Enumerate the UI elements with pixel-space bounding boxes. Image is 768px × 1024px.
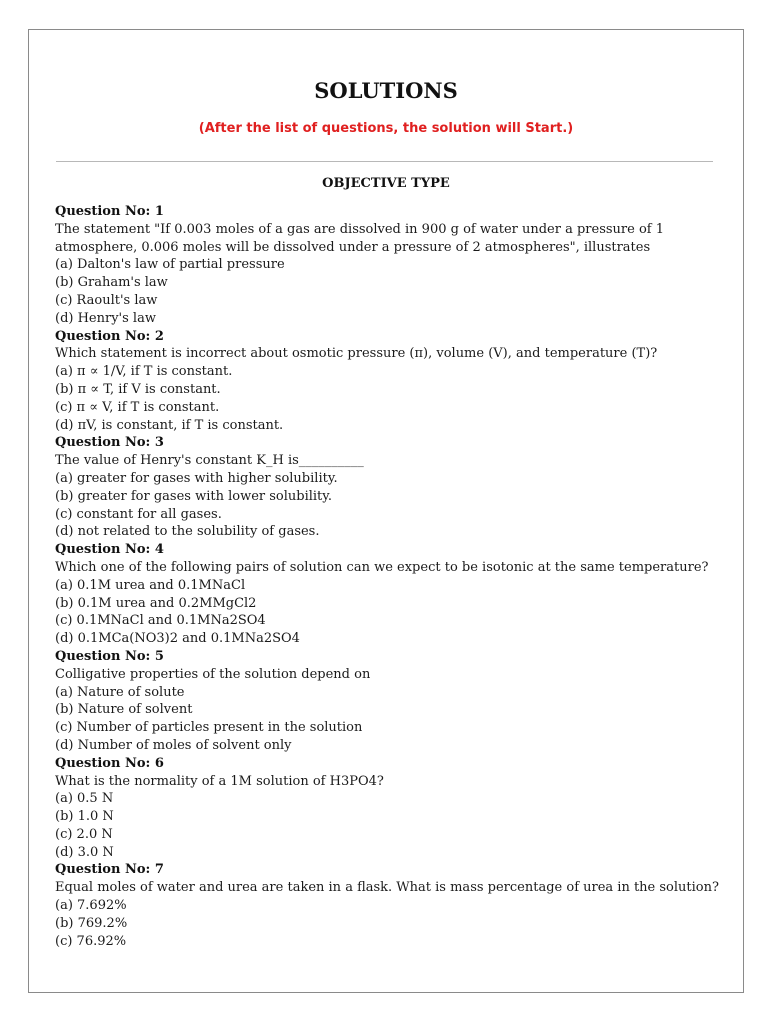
question-stem: Equal moles of water and urea are taken in a flask. What is mass percentage of urea in the solution? <box>55 880 719 896</box>
question-label: Question No: 5 <box>55 648 164 664</box>
question-label: Question No: 2 <box>55 328 164 344</box>
question-stem: Which statement is incorrect about osmotic pressure (π), volume (V), and temperature (T)? <box>55 346 658 362</box>
question-stem: Which one of the following pairs of solution can we expect to be isotonic at the same temperature? <box>55 559 709 575</box>
answer-option: (c) 76.92% <box>55 933 127 949</box>
answer-option: (d) 0.1MCa(NO3)2 and 0.1MNa2SO4 <box>55 631 300 647</box>
answer-option: (d) Henry's law <box>55 310 156 326</box>
question-label: Question No: 4 <box>55 542 164 558</box>
question-stem: atmosphere, 0.006 moles will be dissolved under a pressure of 2 atmospheres", illustrates <box>55 239 651 255</box>
question-stem: What is the normality of a 1M solution of H3PO4? <box>55 773 384 789</box>
answer-option: (b) π ∝ T, if V is constant. <box>55 381 221 397</box>
section-heading: OBJECTIVE TYPE <box>322 176 450 191</box>
question-label: Question No: 7 <box>55 862 164 878</box>
answer-option: (a) 0.1M urea and 0.1MNaCl <box>55 577 246 593</box>
page-subtitle: (After the list of questions, the solution will Start.) <box>198 121 574 136</box>
answer-option: (c) 0.1MNaCl and 0.1MNa2SO4 <box>55 613 266 629</box>
answer-option: (c) constant for all gases. <box>55 506 222 522</box>
question-label: Question No: 3 <box>55 435 164 451</box>
answer-option: (a) greater for gases with higher solubility. <box>55 470 338 486</box>
answer-option: (a) 0.5 N <box>55 791 114 807</box>
answer-option: (a) Dalton's law of partial pressure <box>55 257 285 273</box>
answer-option: (a) π ∝ 1/V, if T is constant. <box>55 364 233 380</box>
question-label: Question No: 1 <box>55 204 164 219</box>
answer-option: (c) Number of particles present in the solution <box>55 720 363 736</box>
question-label: Question No: 6 <box>55 755 164 771</box>
answer-option: (a) Nature of solute <box>55 684 185 700</box>
answer-option: (b) greater for gases with lower solubility. <box>55 488 333 504</box>
answer-option: (d) 3.0 N <box>55 844 114 860</box>
answer-option: (c) π ∝ V, if T is constant. <box>55 399 220 415</box>
answer-option: (d) πV, is constant, if T is constant. <box>55 417 284 433</box>
divider <box>56 161 713 162</box>
answer-option: (d) Number of moles of solvent only <box>55 737 292 753</box>
answer-option: (d) not related to the solubility of gases. <box>55 524 320 540</box>
answer-option: (b) Graham's law <box>55 275 168 291</box>
answer-option: (a) 7.692% <box>55 898 127 914</box>
answer-option: (c) Raoult's law <box>55 292 158 308</box>
question-stem: The statement "If 0.003 moles of a gas are dissolved in 900 g of water under a pressure of 1 <box>55 221 665 237</box>
answer-option: (b) 1.0 N <box>55 809 114 825</box>
question-stem: Colligative properties of the solution depend on <box>55 666 371 682</box>
document-page <box>28 29 744 993</box>
answer-option: (b) Nature of solvent <box>55 702 193 718</box>
answer-option: (b) 0.1M urea and 0.2MMgCl2 <box>55 595 257 611</box>
answer-option: (c) 2.0 N <box>55 826 113 842</box>
page-title: SOLUTIONS <box>314 78 458 103</box>
question-list <box>55 203 725 950</box>
question-stem: The value of Henry's constant K_H is__________ <box>55 453 364 469</box>
answer-option: (b) 769.2% <box>55 915 128 931</box>
